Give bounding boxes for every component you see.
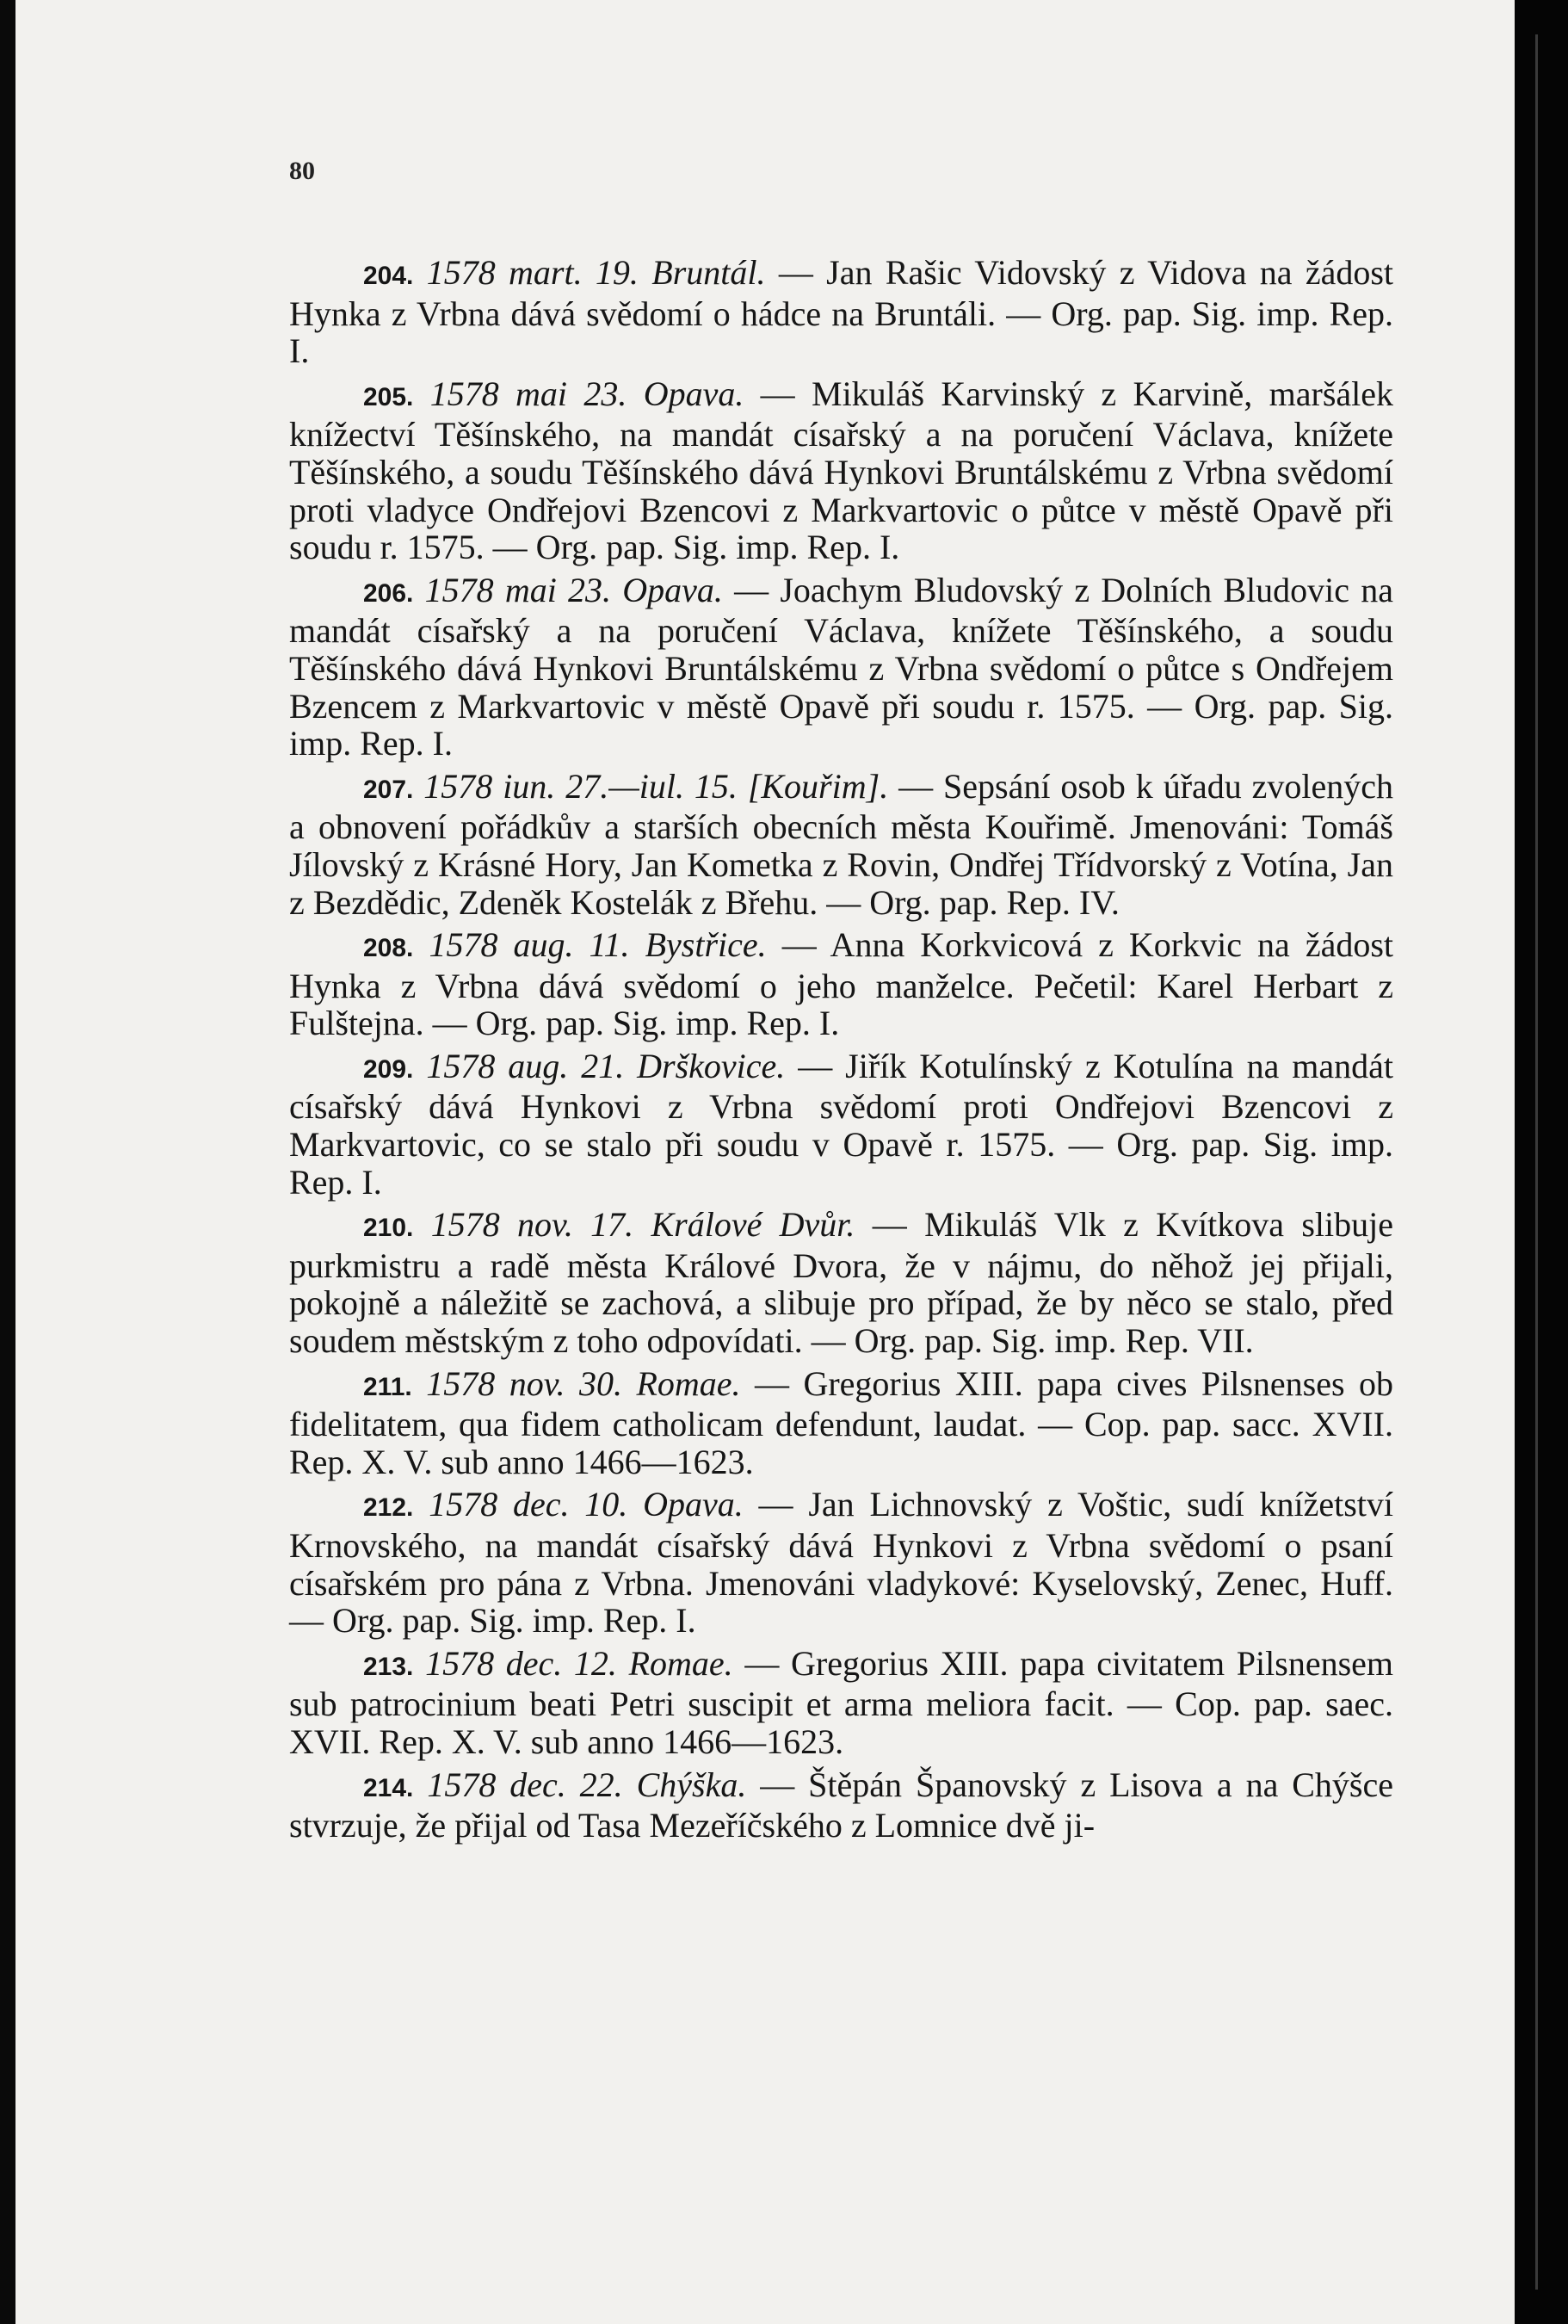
entry-number: 207. [363,775,414,804]
entry-place: Drškovice. [637,1046,786,1085]
entry-body: — Gregorius XIII. papa cives Pilsnenses ob fidelitatem, qua fidem catholicam defendunt, laudat. — Cop. pap. sacc. XVII. Rep. X. V. sub anno 1466—1623. [289,1363,1394,1481]
entry-place: Opava. [622,570,723,609]
entry-date: 1578 dec. 22. [427,1765,623,1804]
entry-body: — Gregorius XIII. papa civitatem Pilsnensem sub patrocinium beati Petri suscipit et arma meliora facit. — Cop. pap. saec. XVII. Rep. X. V. sub anno 1466—1623. [289,1643,1394,1761]
entry-number: 214. [363,1773,414,1802]
entry-date: 1578 mai 23. [424,570,612,609]
scan-border-right [1515,0,1568,2324]
entry-date: 1578 nov. 30. [426,1363,622,1403]
entry-number: 206. [363,578,414,608]
entry-body: — Jiřík Kotulínský z Kotulína na mandát císařský dává Hynkovi z Vrbna svědomí proti Ondřejovi Bzencovi z Markvartovic, co se stalo při soudu v Opavě r. 1575. — Org. pap. Sig. imp. Rep. I. [289,1046,1393,1202]
entry-date: 1578 aug. 21. [426,1046,625,1085]
entry-body: — Sepsání osob k úřadu zvolených a obnovení pořádkův a starších obecních města Kouřimě. Jmenováni: Tomáš Jílovský z Krásné Hory, Jan Kometka z Rovin, Ondřej Třídvorský z Votína, Jan z Bezdědic, Zdeněk Kostelák z Břehu. — Org. pap. Rep. IV. [289,766,1394,922]
entry-date: 1578 mart. 19. [426,253,639,292]
entry-number: 212. [363,1493,414,1523]
entry-date: 1578 mai 23. [429,374,627,413]
entry-number: 211. [363,1372,412,1401]
entry-place: Romae. [636,1363,741,1403]
page-number: 80 [289,157,315,185]
entry [289,1365,1393,1481]
entry-body: — Štěpán Španovský z Lisova a na Chýšce stvrzuje, že přijal od Tasa Mezeříčského z Lomnice dvě ji- [289,1765,1393,1845]
entry-place: [Kouřim]. [747,766,889,806]
entry-date: 1578 dec. 10. [429,1485,628,1524]
entry [289,1048,1393,1201]
entry-place: Bruntál. [651,253,766,292]
entry [289,1486,1393,1639]
entry-date: 1578 aug. 11. [429,925,630,965]
entry-number: 209. [363,1054,414,1084]
entry-date: 1578 nov. 17. [430,1205,634,1245]
entry-body: — Mikuláš Karvinský z Karvině, maršálek knížectví Těšínského, na mandát císařský a na poručení Václava, knížete Těšínského, a soudu Těšínského dává Hynkovi Bruntálskému z Vrbna svědomí proti vladyce Ondřejovi Bzencovi z Markvartovic o půtce v městě Opavě při soudu r. 1575. — Org. pap. Sig. imp. Rep. I. [289,374,1394,567]
entry-number: 205. [363,382,414,411]
entry-place: Opava. [643,1485,744,1524]
document-body [289,254,1393,1850]
scan-edge-line [1535,34,1538,2290]
entry-number: 208. [363,934,414,963]
entry-body: — Anna Korkvicová z Korkvic na žádost Hynka z Vrbna dává svědomí o jeho manželce. Pečetil: Karel Herbart z Fulštejna. — Org. pap. Sig. imp. Rep. I. [289,925,1394,1043]
entry-place: Romae. [628,1643,733,1683]
entry [289,572,1393,763]
entry-body: — Jan Rašic Vidovský z Vidova na žádost Hynka z Vrbna dává svědomí o hádce na Bruntáli. — Org. pap. Sig. imp. Rep. I. [289,253,1394,371]
entry-number: 210. [363,1214,414,1243]
entry [289,254,1393,370]
entry-place: Chýška. [636,1765,747,1804]
entry [289,926,1393,1042]
entry-date: 1578 iun. 27.—iul. 15. [423,766,738,806]
entry [289,375,1393,566]
entry-number: 204. [363,262,414,290]
entry-number: 213. [363,1652,414,1681]
entry [289,768,1393,921]
entry-body: — Jan Lichnovský z Voštic, sudí knížetství Krnovského, na mandát císařský dává Hynkovi z Vrbna svědomí o psaní císařském pro pána z Vrbna. Jmenováni vladykové: Kyselovský, Zenec, Huff. — Org. pap. Sig. imp. Rep. I. [289,1485,1394,1641]
entry [289,1766,1393,1845]
entry-place: Bystřice. [645,925,767,965]
entry [289,1645,1393,1761]
entry-body: — Joachym Bludovský z Dolních Bludovic na mandát císařský a na poručení Václava, knížete Těšínského, a soudu Těšínského dává Hynkovi Bruntálskému z Vrbna svědomí o půtce s Ondřejem Bzencem z Markvartovic v městě Opavě při soudu r. 1575. — Org. pap. Sig. imp. Rep. I. [289,570,1394,763]
entry-body: — Mikuláš Vlk z Kvítkova slibuje purkmistru a radě města Králové Dvora, že v nájmu, do něhož jej přijali, pokojně a náležitě se zachová, a slibuje pro případ, že by něco se stalo, před soudem městským z toho odpovídati. — Org. pap. Sig. imp. Rep. VII. [289,1205,1394,1361]
entry-place: Králové Dvůr. [651,1205,855,1245]
entry-date: 1578 dec. 12. [425,1643,617,1683]
entry-place: Opava. [643,374,744,413]
entry [289,1206,1393,1359]
